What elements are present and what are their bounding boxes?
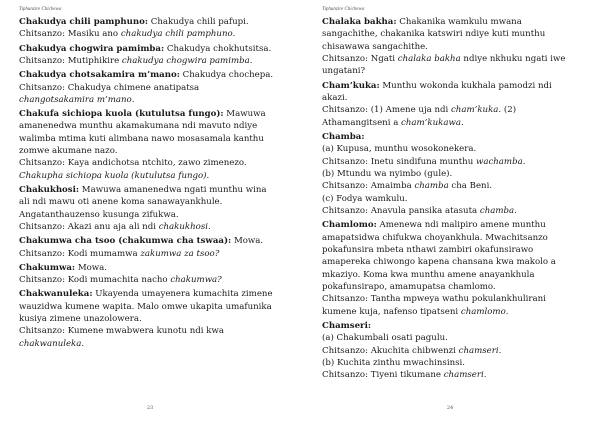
entry-first-line: [322, 131, 590, 143]
entry-line: [19, 325, 288, 337]
example-phrase: chakumwa?: [170, 275, 222, 286]
entry-line: [19, 301, 288, 313]
entry-first-line: [19, 108, 288, 120]
entry-line: [19, 55, 288, 67]
headword: Chakukhosi:: [19, 185, 80, 196]
entry-line: [322, 143, 590, 155]
entry-text: wauzidwa kumene wapita. Malo omwe ukapita umafunika: [19, 301, 272, 312]
running-header: Tiphunzire Chichewa: [19, 7, 62, 12]
dictionary-entry: [322, 16, 590, 78]
entry-text: Chitsanzo: Masiku ano: [19, 29, 121, 40]
dictionary-entry: [322, 219, 590, 318]
entry-text: Athamangitseni a: [322, 117, 402, 128]
entry-line: [322, 332, 590, 344]
headword: Chakumwa cha tsoo (chakumwa cha tswaa):: [19, 236, 232, 247]
entry-text: zomwe akumane nazo.: [19, 146, 118, 157]
right-page: [300, 0, 600, 424]
entry-line: [322, 104, 590, 116]
entry-text: (b) Mtundu wa nyimbo (gule).: [322, 168, 453, 179]
entry-line: [19, 221, 288, 233]
running-header: Tiphunzire Chichewa: [322, 7, 365, 12]
entry-text: ungatani?: [322, 66, 366, 77]
entry-text: pokafunsirapo, amamupatsa chamlomo.: [322, 281, 496, 292]
entry-text: Mawuwa amanenedwa ngati munthu wina: [79, 185, 267, 196]
entry-line: [19, 196, 288, 208]
entry-text: (c) Fodya wamkulu.: [322, 193, 408, 204]
entry-line: [19, 82, 288, 94]
entry-text: sangachithe, chakanika katswiri ndiye kuti munthu: [322, 29, 546, 40]
entry-text: Ukayenda umayenera kumachita zimene: [92, 289, 273, 300]
entry-text: ndiye nkhuku ngati iwe: [460, 54, 566, 65]
entry-line: [322, 345, 590, 357]
dictionary-entry: [322, 80, 590, 129]
dictionary-entry: [322, 320, 590, 382]
entry-text: .: [505, 306, 509, 317]
entry-text: Chakudya chili pafupi.: [148, 17, 249, 27]
entry-text: .: [232, 29, 236, 40]
entry-text: Chitsanzo: Tantha mpweya wathu pokulankhulirani: [322, 294, 546, 305]
entry-line: [322, 92, 590, 104]
entry-first-line: [322, 16, 590, 28]
entry-line: [322, 256, 590, 268]
entry-text: .: [131, 94, 135, 105]
entry-text: Chitsanzo: Ngati: [322, 54, 398, 65]
entry-text: .: [460, 117, 464, 128]
entry-text: Mowa.: [75, 262, 108, 273]
entry-line: [322, 28, 590, 40]
entry-line: [19, 274, 288, 286]
example-phrase: cham’kuka: [450, 105, 499, 116]
dictionary-entry: [19, 108, 288, 182]
entry-text: (a) Chakumbali osati pagulu.: [322, 333, 448, 344]
entry-text: .: [498, 345, 502, 356]
example-phrase: chamseri: [443, 370, 484, 381]
entry-line: [322, 41, 590, 53]
example-phrase: chakukhosi: [158, 222, 208, 233]
entry-text: Chitsanzo: Mutiphikire: [19, 55, 122, 66]
headword: Chakufa sichiopa kuola (kutulutsa fungo):: [19, 109, 224, 120]
example-phrase: chakudya chili pamphuno: [120, 29, 233, 40]
example-phrase: chamba: [479, 205, 515, 216]
entry-line: [322, 193, 590, 205]
entry-line: [322, 232, 590, 244]
entry-text: .: [514, 205, 517, 216]
headword: Chalaka bakha:: [322, 17, 397, 27]
entry-first-line: [322, 320, 590, 332]
entry-first-line: [322, 80, 590, 92]
entry-line: [322, 53, 590, 65]
entry-text: Chitsanzo: Akazi anu aja ali ndi: [19, 222, 159, 233]
entry-text: Amenewa ndi malipiro amene munthu: [376, 220, 546, 231]
entry-line: [19, 145, 288, 157]
entry-text: Chitsanzo: Tiyeni tikumane: [322, 370, 444, 381]
entry-line: [322, 244, 590, 256]
example-phrase: changotsakamira m’mano: [19, 94, 132, 105]
dictionary-entry: [19, 235, 288, 260]
entry-text: amanenedwa munthu akamakumana ndi mavuto ndiye: [19, 121, 258, 132]
entry-text: (a) Kupusa, munthu wosokonekera.: [322, 144, 477, 155]
dictionary-entry: [322, 131, 590, 217]
headword: Chamba:: [322, 131, 365, 142]
entry-text: Chitsanzo: Inetu sindifuna munthu: [322, 156, 476, 167]
headword: Chakwanuleka:: [19, 289, 93, 300]
headword: Chamseri:: [322, 320, 372, 331]
entry-line: [19, 120, 288, 132]
entry-line: [19, 133, 288, 145]
entry-line: [19, 313, 288, 325]
entry-text: cha Beni.: [448, 181, 493, 192]
entry-first-line: [19, 235, 288, 247]
entry-text: walimba mtima kuti alimbana nawo mosasamala kanthu: [19, 133, 264, 144]
example-phrase: chakwanuleka: [19, 338, 82, 349]
entry-line: [322, 357, 590, 369]
entry-line: [19, 28, 288, 40]
example-phrase: Chakupha sichiopa kuola (kutulutsa fungo): [19, 170, 207, 181]
entry-first-line: [322, 219, 590, 231]
entry-text: Mawuwa: [223, 109, 266, 120]
entry-text: Chitsanzo: Chakudya chimene anatipatsa: [19, 82, 200, 93]
entry-list: [19, 16, 288, 350]
entry-text: Chitsanzo: Kodi mumamwa: [19, 248, 141, 259]
entry-text: Chitsanzo: (1) Amene uja ndi: [322, 105, 451, 116]
entry-line: [322, 180, 590, 192]
entry-line: [322, 156, 590, 168]
entry-text: chisawawa sangachithe.: [322, 41, 428, 52]
entry-text: pokafunsira mbeta nthawi zambiri okafunsirawo: [322, 244, 534, 255]
entry-text: Chitsanzo: Kumene mwabwera kunotu ndi kwa: [19, 326, 224, 337]
entry-line: [322, 168, 590, 180]
entry-first-line: [19, 184, 288, 196]
entry-text: kumene kuja, nafenso tipatseni: [322, 306, 461, 317]
entry-text: Chitsanzo: Amaimba: [322, 181, 415, 192]
entry-text: (b) Kuchita zinthu mwachinsinsi.: [322, 357, 466, 368]
entry-line: [19, 248, 288, 260]
example-phrase: zakumwa za tsoo?: [140, 248, 220, 259]
entry-first-line: [19, 69, 288, 81]
entry-text: amapatsidwa chifukwa choyankhula. Mwachitsanzo: [322, 232, 548, 243]
page-number: 24: [446, 405, 454, 411]
entry-line: [19, 338, 288, 350]
entry-text: .: [522, 156, 526, 167]
entry-text: Mowa.: [231, 236, 264, 247]
entry-text: Munthu wokonda kukhala pamodzi ndi: [379, 80, 552, 91]
entry-first-line: [19, 16, 288, 28]
page-number: 23: [146, 405, 154, 411]
entry-text: . (2): [498, 105, 517, 116]
dictionary-entry: [19, 288, 288, 350]
headword: Chakudya chogwira pamimba:: [19, 43, 165, 54]
entry-line: [322, 281, 590, 293]
example-phrase: wachamba: [475, 156, 523, 167]
entry-line: [322, 205, 590, 217]
headword: Chamlomo:: [322, 220, 377, 231]
entry-line: [322, 65, 590, 77]
entry-text: Chakudya chokhutsitsa.: [164, 43, 272, 54]
entry-line: [322, 369, 590, 381]
entry-text: Chitsanzo: Anavula pansika atasuta: [322, 205, 480, 216]
entry-text: mkaziyo. Koma kwa munthu amene anayankhula: [322, 269, 535, 280]
example-phrase: chakudya chogwira pamimba: [121, 55, 250, 66]
entry-line: [19, 157, 288, 169]
dictionary-entry: [19, 262, 288, 287]
example-phrase: chamseri: [458, 345, 499, 356]
entry-first-line: [19, 262, 288, 274]
entry-text: .: [483, 370, 487, 381]
entry-text: Angatanthauzenso kusunga zifukwa.: [19, 209, 179, 220]
entry-line: [322, 117, 590, 129]
entry-text: amapereka chiwongo kapena chansana kwa makolo a: [322, 257, 556, 268]
headword: Cham’kuka:: [322, 80, 380, 91]
headword: Chakumwa:: [19, 262, 76, 273]
example-phrase: chamba: [414, 181, 449, 192]
dictionary-entry: [19, 184, 288, 233]
entry-text: kusiya zimene unazolowera.: [19, 314, 142, 325]
entry-first-line: [19, 288, 288, 300]
example-phrase: chamlomo: [460, 306, 506, 317]
entry-first-line: [19, 43, 288, 55]
entry-text: Chitsanzo: Kaya andichotsa ntchito, zawo zimenezo.: [19, 158, 247, 169]
entry-text: Chitsanzo: Akuchita chibwenzi: [322, 345, 459, 356]
entry-line: [19, 209, 288, 221]
example-phrase: chalaka bakha: [397, 54, 461, 65]
entry-text: Chitsanzo: Kodi mumachita nacho: [19, 275, 171, 286]
entry-list: [322, 16, 590, 382]
headword: Chakudya chili pamphuno:: [19, 17, 149, 27]
dictionary-entry: [19, 43, 288, 68]
entry-text: .: [206, 170, 210, 181]
entry-line: [322, 293, 590, 305]
entry-text: .: [81, 338, 85, 349]
entry-text: .: [208, 222, 211, 233]
entry-line: [19, 170, 288, 182]
dictionary-entry: [19, 16, 288, 41]
entry-line: [322, 306, 590, 318]
dictionary-entry: [19, 69, 288, 106]
entry-text: .: [249, 55, 253, 66]
entry-text: akazi.: [322, 92, 348, 103]
entry-line: [322, 269, 590, 281]
entry-text: Chakanika wamkulu mwana: [396, 17, 522, 27]
entry-text: ali ndi mawu oti anene koma sanawayankhule.: [19, 197, 223, 208]
entry-text: Chakudya chochepa.: [179, 70, 274, 81]
entry-line: [19, 94, 288, 106]
headword: Chakudya chotsakamira m’mano:: [19, 70, 180, 81]
example-phrase: cham’kukawa: [401, 117, 461, 128]
